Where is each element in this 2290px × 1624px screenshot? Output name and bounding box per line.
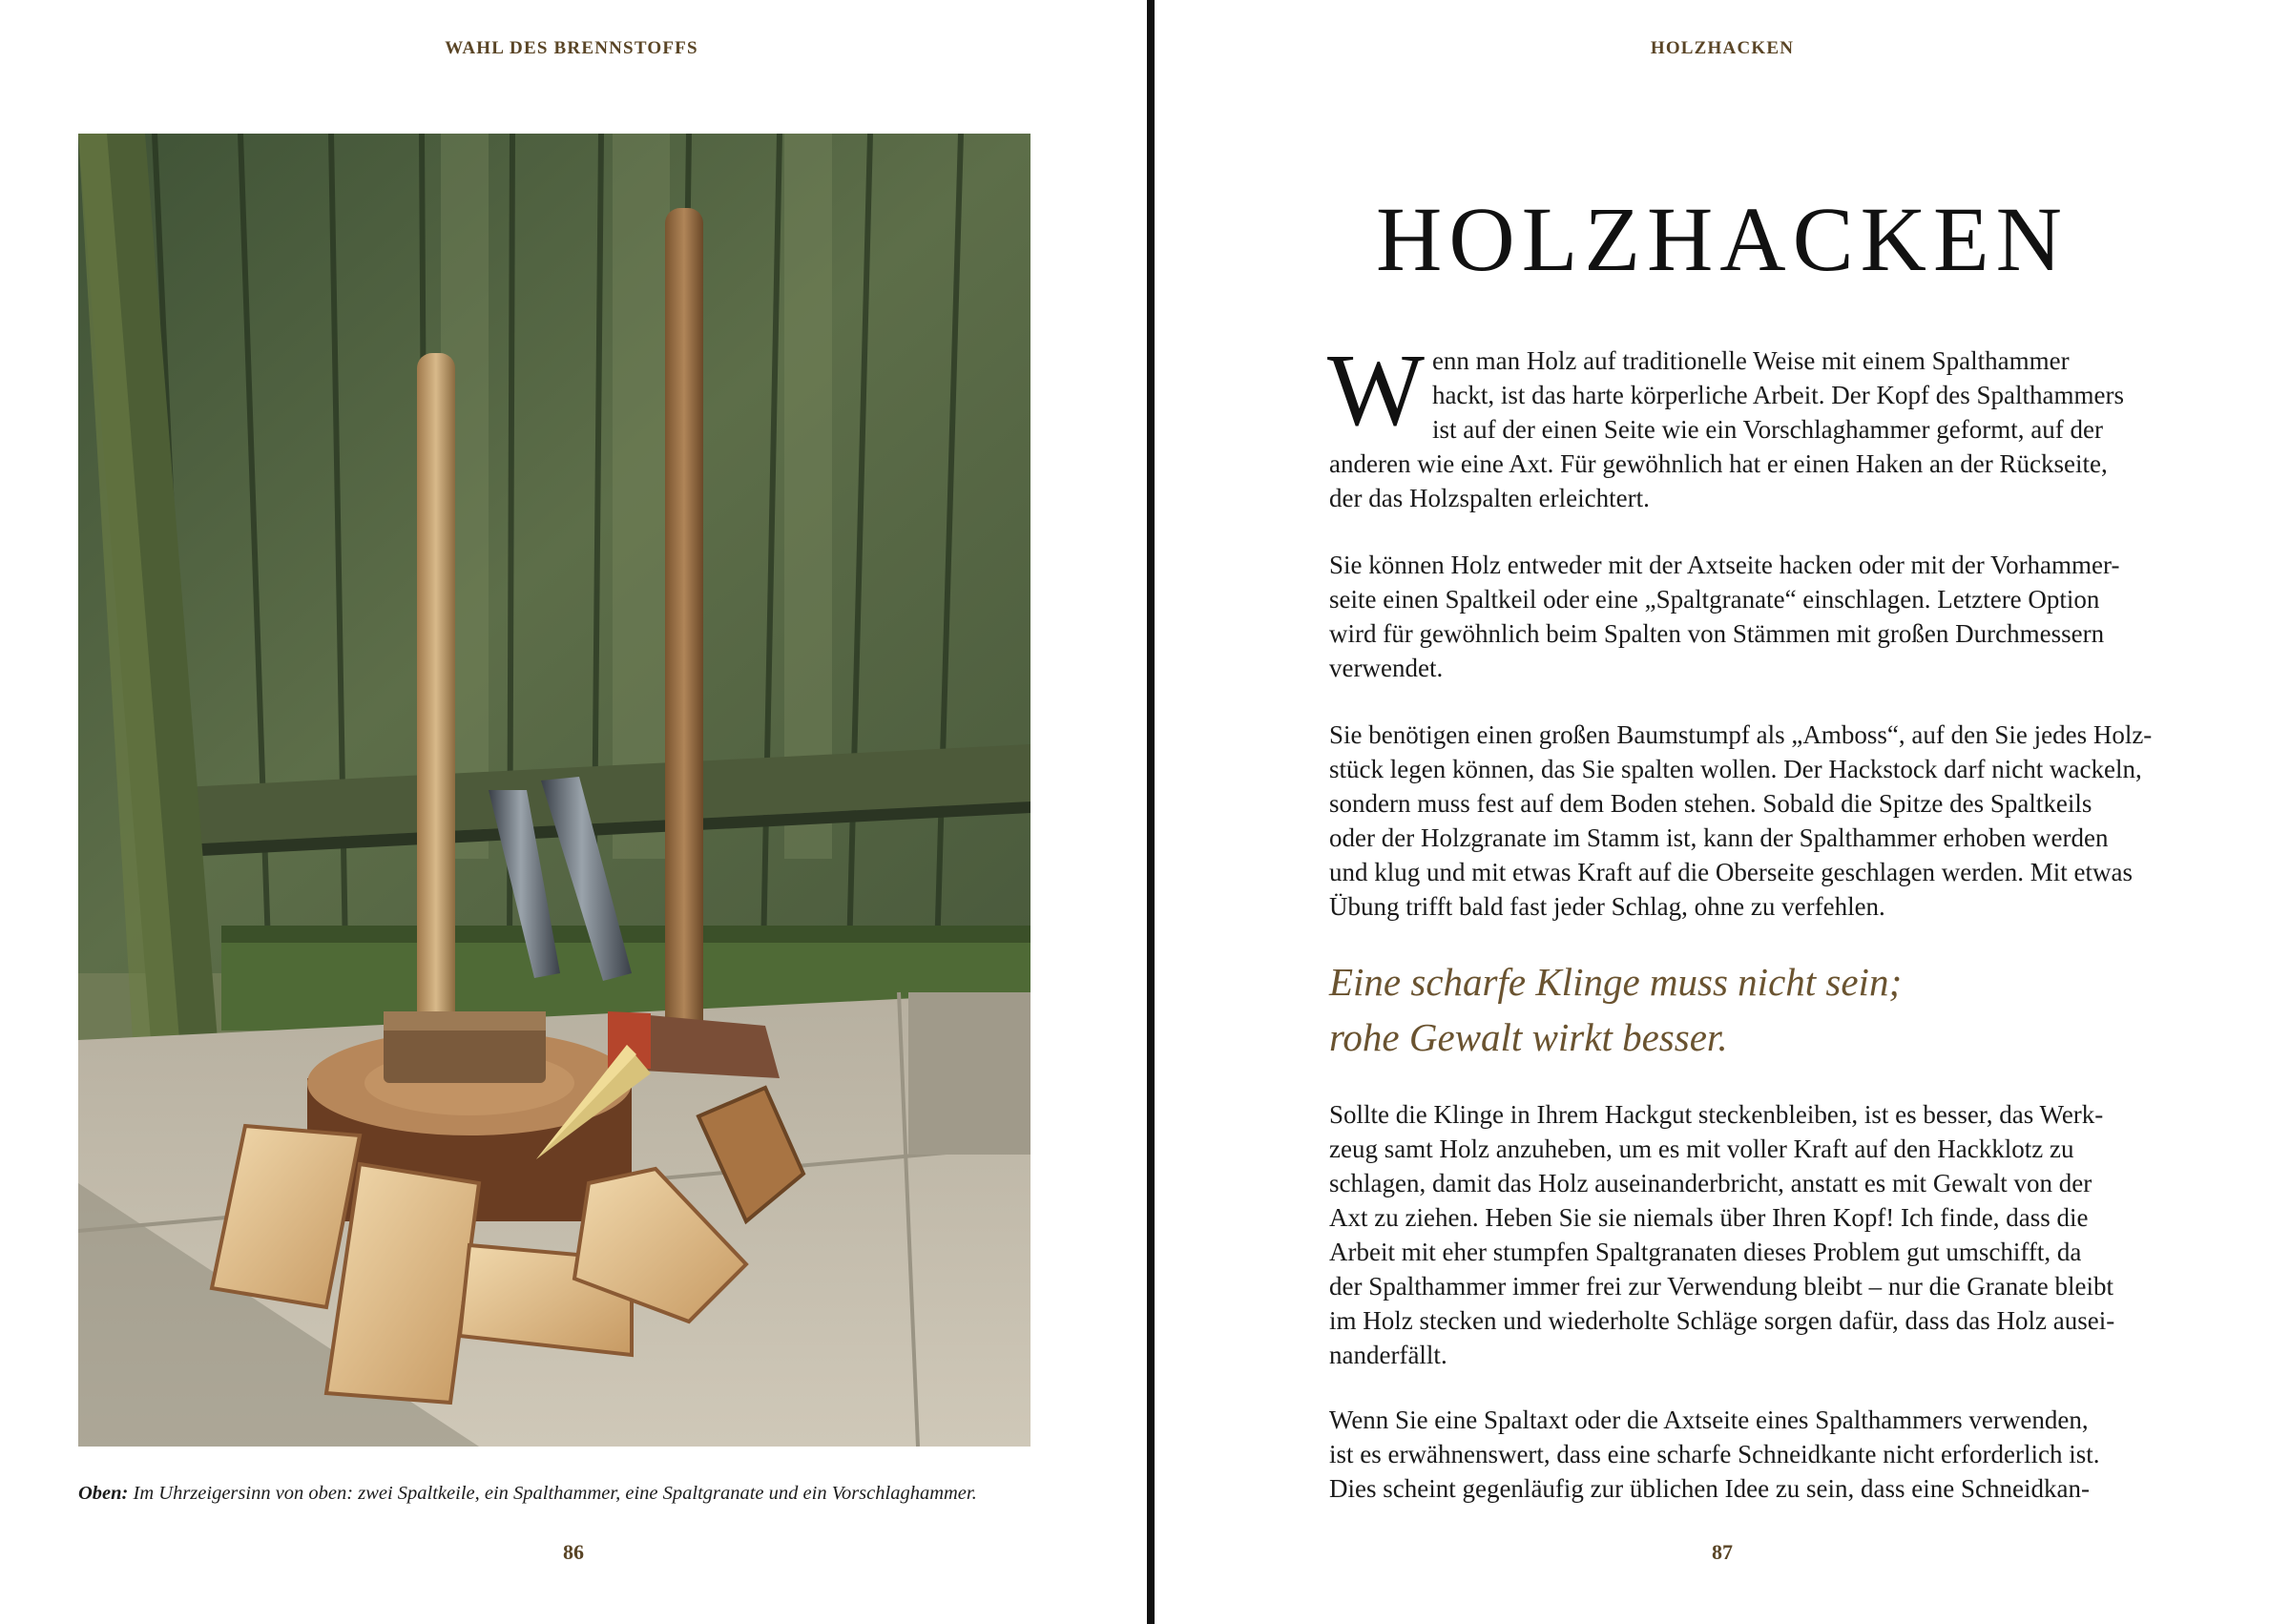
pull-quote-line: rohe Gewalt wirkt besser. <box>1329 1015 1728 1059</box>
text-line: stück legen können, das Sie spalten wollen. Der Hackstock darf nicht wackeln, <box>1329 755 2142 783</box>
text-line: Sie benötigen einen großen Baumstumpf als „Amboss“, auf den Sie jedes Holz- <box>1329 720 2153 749</box>
text-line: der Spalthammer immer frei zur Verwendung bleibt – nur die Granate bleibt <box>1329 1272 2113 1301</box>
paragraph-3 <box>1329 718 2167 924</box>
text-line: verwendet. <box>1329 654 1444 682</box>
drop-cap: W <box>1327 334 1425 448</box>
text-line: Sie können Holz entweder mit der Axtseite hacken oder mit der Vorhammer- <box>1329 551 2120 579</box>
text-line: nanderfällt. <box>1329 1341 1447 1369</box>
text-line: der das Holzspalten erleichtert. <box>1329 484 1650 512</box>
photo-caption <box>78 1483 1090 1505</box>
chapter-title: HOLZHACKEN <box>1376 188 2069 290</box>
text-line: seite einen Spaltkeil oder eine „Spaltgranate“ einschlagen. Letztere Option <box>1329 585 2100 614</box>
tools-photo-illustration <box>78 134 1030 1447</box>
text-line: wird für gewöhnlich beim Spalten von Stämmen mit großen Durchmessern <box>1329 619 2105 648</box>
text-line: anderen wie eine Axt. Für gewöhnlich hat er einen Haken an der Rückseite, <box>1329 449 2108 478</box>
text-line: im Holz stecken und wiederholte Schläge sorgen dafür, dass das Holz ausei- <box>1329 1306 2115 1335</box>
text-line: ist es erwähnenswert, dass eine scharfe Schneidkante nicht erforderlich ist. <box>1329 1440 2100 1468</box>
paragraph-2 <box>1329 548 2167 685</box>
text-line: oder der Holzgranate im Stamm ist, kann der Spalthammer erhoben werden <box>1329 823 2109 852</box>
text-line: enn man Holz auf traditionelle Weise mit einem Spalthammer <box>1431 346 2070 375</box>
paragraph-5 <box>1329 1403 2167 1506</box>
text-line: Arbeit mit eher stumpfen Spaltgranaten dieses Problem gut umschifft, da <box>1329 1238 2082 1266</box>
caption-label: Oben: <box>78 1483 129 1504</box>
pull-quote <box>1329 954 2167 1065</box>
running-head-right-text: HOLZHACKEN <box>1650 38 1795 58</box>
tools-photo <box>78 134 1030 1447</box>
text-line: sondern muss fest auf dem Boden stehen. Sobald die Spitze des Spaltkeils <box>1329 789 2092 818</box>
text-line: zeug samt Holz anzuheben, um es mit voller Kraft auf den Hackklotz zu <box>1329 1135 2074 1163</box>
text-line: Sollte die Klinge in Ihrem Hackgut steckenbleiben, ist es besser, das Werk- <box>1329 1100 2104 1129</box>
right-page <box>1155 0 2290 1624</box>
text-line: schlagen, damit das Holz auseinanderbricht, anstatt es mit Gewalt von der <box>1329 1169 2092 1197</box>
text-line: Dies scheint gegenläufig zur üblichen Idee zu sein, dass eine Schneidkan- <box>1329 1474 2090 1503</box>
text-line: und klug und mit etwas Kraft auf die Oberseite geschlagen werden. Mit etwas <box>1329 858 2133 886</box>
text-line: Wenn Sie eine Spaltaxt oder die Axtseite eines Spalthammers verwenden, <box>1329 1405 2089 1434</box>
page-number-right: 87 <box>1712 1540 1733 1564</box>
text-line: ist auf der einen Seite wie ein Vorschlaghammer geformt, auf der <box>1431 415 2103 444</box>
paragraph-1 <box>1327 334 2167 515</box>
book-gutter <box>1147 0 1155 1624</box>
running-head-left-text: WAHL DES BRENNSTOFFS <box>445 38 698 58</box>
text-line: Übung trifft bald fast jeder Schlag, ohne zu verfehlen. <box>1329 892 1885 921</box>
paragraph-4 <box>1329 1097 2167 1372</box>
text-line: hackt, ist das harte körperliche Arbeit. Der Kopf des Spalthammers <box>1431 381 2124 409</box>
caption-text: Im Uhrzeigersinn von oben: zwei Spaltkeile, ein Spalthammer, eine Spaltgranate und ein Vorschlaghammer. <box>128 1483 977 1504</box>
running-head-right <box>1155 38 2290 59</box>
pull-quote-line: Eine scharfe Klinge muss nicht sein; <box>1329 960 1903 1004</box>
running-head-left <box>0 38 1147 59</box>
text-line: Axt zu ziehen. Heben Sie sie niemals über Ihren Kopf! Ich finde, dass die <box>1329 1203 2089 1232</box>
page-number-left: 86 <box>563 1540 584 1564</box>
